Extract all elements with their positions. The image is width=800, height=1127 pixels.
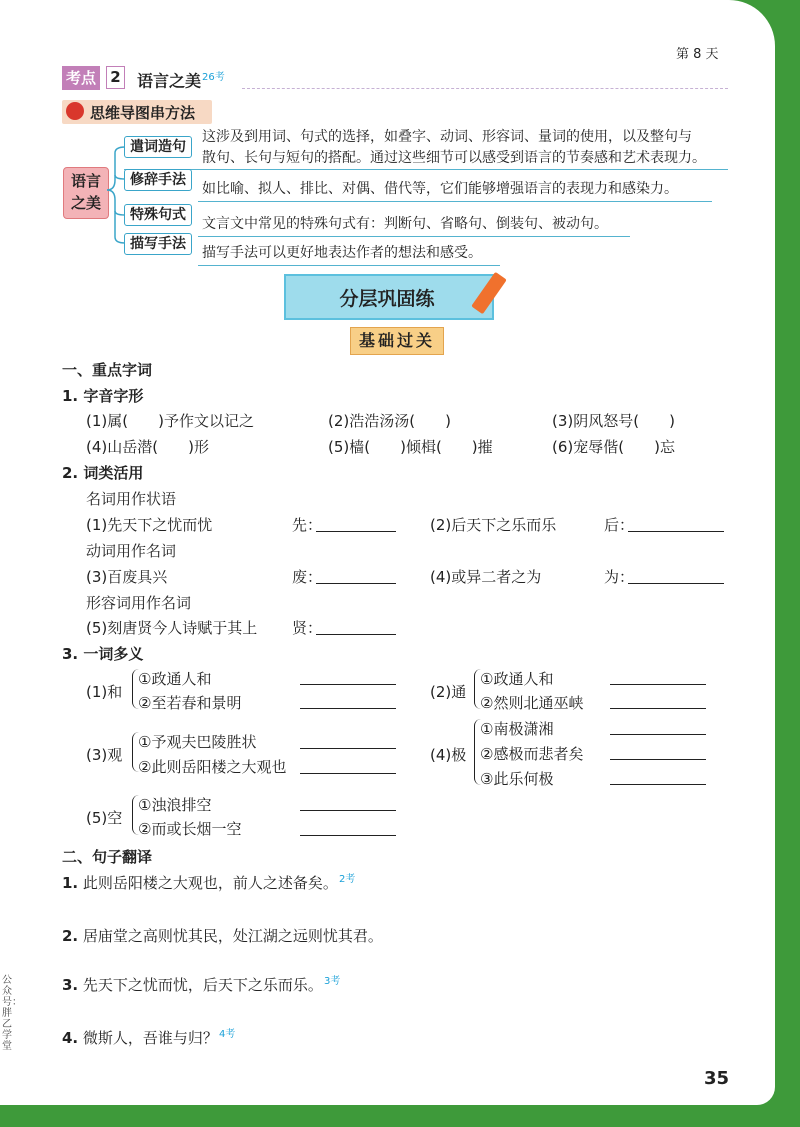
exam-count-sup: 4考 (218, 1029, 236, 1040)
exam-count-sup: 2考 (338, 874, 356, 885)
subsection-title: 基础过关 (350, 327, 444, 355)
answer-line[interactable] (300, 684, 396, 685)
dashed-rule (242, 88, 728, 89)
item-text: 微斯人，吾谁与归？ (82, 1029, 218, 1047)
q3-g2-item-1: ①政通人和 (480, 670, 554, 688)
answer-line[interactable] (300, 748, 396, 749)
q2-r1-char-2: 后： (604, 516, 635, 534)
item-text: 此则岳阳楼之大观也，前人之述备矣。 (82, 874, 338, 892)
q2-r3-sentence-1: (5)刻唐贤今人诗赋于其上 (86, 619, 258, 637)
branch-text-2: 如比喻、拟人、排比、对偶、借代等，它们能够增强语言的表现力和感染力。 (202, 181, 678, 197)
item-number: 4. (62, 1029, 79, 1047)
side-watermark: 公众号：胖乙学堂 (2, 975, 22, 1052)
branch-underline-3 (198, 236, 630, 237)
part2-title: 二、句子翻译 (62, 848, 153, 866)
answer-line[interactable] (610, 784, 706, 785)
q1-item-4: (4)山岳潜( )形 (86, 438, 209, 456)
answer-line[interactable] (316, 531, 396, 532)
answer-line[interactable] (300, 708, 396, 709)
q3-title: 3. 一词多义 (62, 645, 144, 663)
q3-g1-item-1: ①政通人和 (138, 670, 212, 688)
q2-r2-sentence-2: (4)或异二者之为 (430, 568, 542, 586)
day-label: 第 8 天 (676, 47, 719, 62)
answer-line[interactable] (628, 531, 724, 532)
section-banner: 分层巩固练 (339, 288, 435, 310)
q2-r1-char-1: 先： (292, 516, 323, 534)
exam-count-sup: 26考 (202, 72, 225, 83)
q2-r1-sentence-1: (1)先天下之忧而忧 (86, 516, 213, 534)
q1-item-6: (6)宠辱偕( )忘 (552, 438, 675, 456)
item-number: 2. (62, 927, 79, 945)
q3-g3-item-1: ①予观夫巴陵胜状 (138, 733, 257, 751)
q1-item-2: (2)浩浩汤汤( ) (328, 412, 451, 430)
q2-cat-1: 名词用作状语 (86, 490, 177, 508)
answer-line[interactable] (610, 759, 706, 760)
branch-label-4: 描写手法 (124, 233, 192, 255)
q3-g2-item-2: ②然则北通巫峡 (480, 694, 584, 712)
answer-line[interactable] (300, 835, 396, 836)
item-text: 居庙堂之高则忧其民，处江湖之远则忧其君。 (82, 927, 383, 945)
q3-g3-label: (3)观 (86, 746, 123, 764)
q3-g1-label: (1)和 (86, 683, 123, 701)
branch-label-2: 修辞手法 (124, 169, 192, 191)
translate-item-2 (62, 925, 383, 946)
branch-label-3: 特殊句式 (124, 204, 192, 226)
q3-g2-label: (2)通 (430, 683, 467, 701)
q1-item-1: (1)属( )予作文以记之 (86, 412, 254, 430)
branch-text-1b: 散句、长句与短句的搭配。通过这些细节可以感受到语言的节奏感和艺术表现力。 (202, 150, 706, 166)
q3-g4-item-3: ③此乐何极 (480, 770, 554, 788)
item-number: 1. (62, 874, 79, 892)
q2-r2-sentence-1: (3)百废具兴 (86, 568, 168, 586)
branch-underline-4 (198, 265, 500, 266)
q1-item-3: (3)阴风怒号( ) (552, 412, 675, 430)
q3-g4-label: (4)极 (430, 746, 467, 764)
exam-count-sup: 3考 (323, 976, 341, 987)
q1-item-5: (5)樯( )倾楫( )摧 (328, 438, 493, 456)
q2-r2-char-2: 为： (604, 568, 635, 586)
q2-r1-sentence-2: (2)后天下之乐而乐 (430, 516, 557, 534)
page-number: 35 (704, 1068, 730, 1089)
answer-line[interactable] (316, 634, 396, 635)
translate-item-4 (62, 1025, 235, 1048)
translate-item-3 (62, 972, 340, 995)
answer-line[interactable] (300, 773, 396, 774)
answer-line[interactable] (610, 708, 706, 709)
q3-g4-item-2: ②感极而悲者矣 (480, 745, 584, 763)
mindmap-title: 思维导图串方法 (90, 104, 196, 122)
q3-g5-item-2: ②而或长烟一空 (138, 820, 242, 838)
q3-g4-item-1: ①南极潇湘 (480, 720, 554, 738)
q3-g5-label: (5)空 (86, 809, 123, 827)
topic-tag: 考点 (62, 66, 100, 90)
item-text: 先天下之忧而忧，后天下之乐而乐。 (82, 976, 323, 994)
branch-text-3: 文言文中常见的特殊句式有：判断句、省略句、倒装句、被动句。 (202, 216, 608, 232)
topic-title-text: 语言之美 (137, 71, 202, 91)
mindmap-root: 语言之美 (63, 167, 109, 219)
topic-title (137, 68, 225, 91)
branch-text-4: 描写手法可以更好地表达作者的想法和感受。 (202, 245, 482, 261)
answer-line[interactable] (300, 810, 396, 811)
q1-title: 1. 字音字形 (62, 387, 144, 405)
part1-title: 一、重点字词 (62, 361, 153, 379)
q2-title: 2. 词类活用 (62, 464, 144, 482)
answer-line[interactable] (316, 583, 396, 584)
answer-line[interactable] (610, 684, 706, 685)
item-number: 3. (62, 976, 79, 994)
q2-cat-2: 动词用作名词 (86, 542, 177, 560)
branch-text-1a: 这涉及到用词、句式的选择，如叠字、动词、形容词、量词的使用，以及整句与 (202, 129, 692, 145)
q3-g1-item-2: ②至若春和景明 (138, 694, 242, 712)
thinker-icon (66, 102, 84, 120)
topic-number: 2 (106, 66, 125, 89)
q3-g3-item-2: ②此则岳阳楼之大观也 (138, 758, 287, 776)
q2-cat-3: 形容词用作名词 (86, 594, 192, 612)
q2-r3-char-1: 贤： (292, 619, 323, 637)
branch-underline-2 (198, 201, 712, 202)
answer-line[interactable] (628, 583, 724, 584)
answer-line[interactable] (610, 734, 706, 735)
q2-r2-char-1: 废： (292, 568, 323, 586)
branch-underline-1 (124, 169, 728, 170)
q3-g5-item-1: ①浊浪排空 (138, 796, 212, 814)
branch-label-1: 遣词造句 (124, 136, 192, 158)
translate-item-1 (62, 870, 355, 893)
